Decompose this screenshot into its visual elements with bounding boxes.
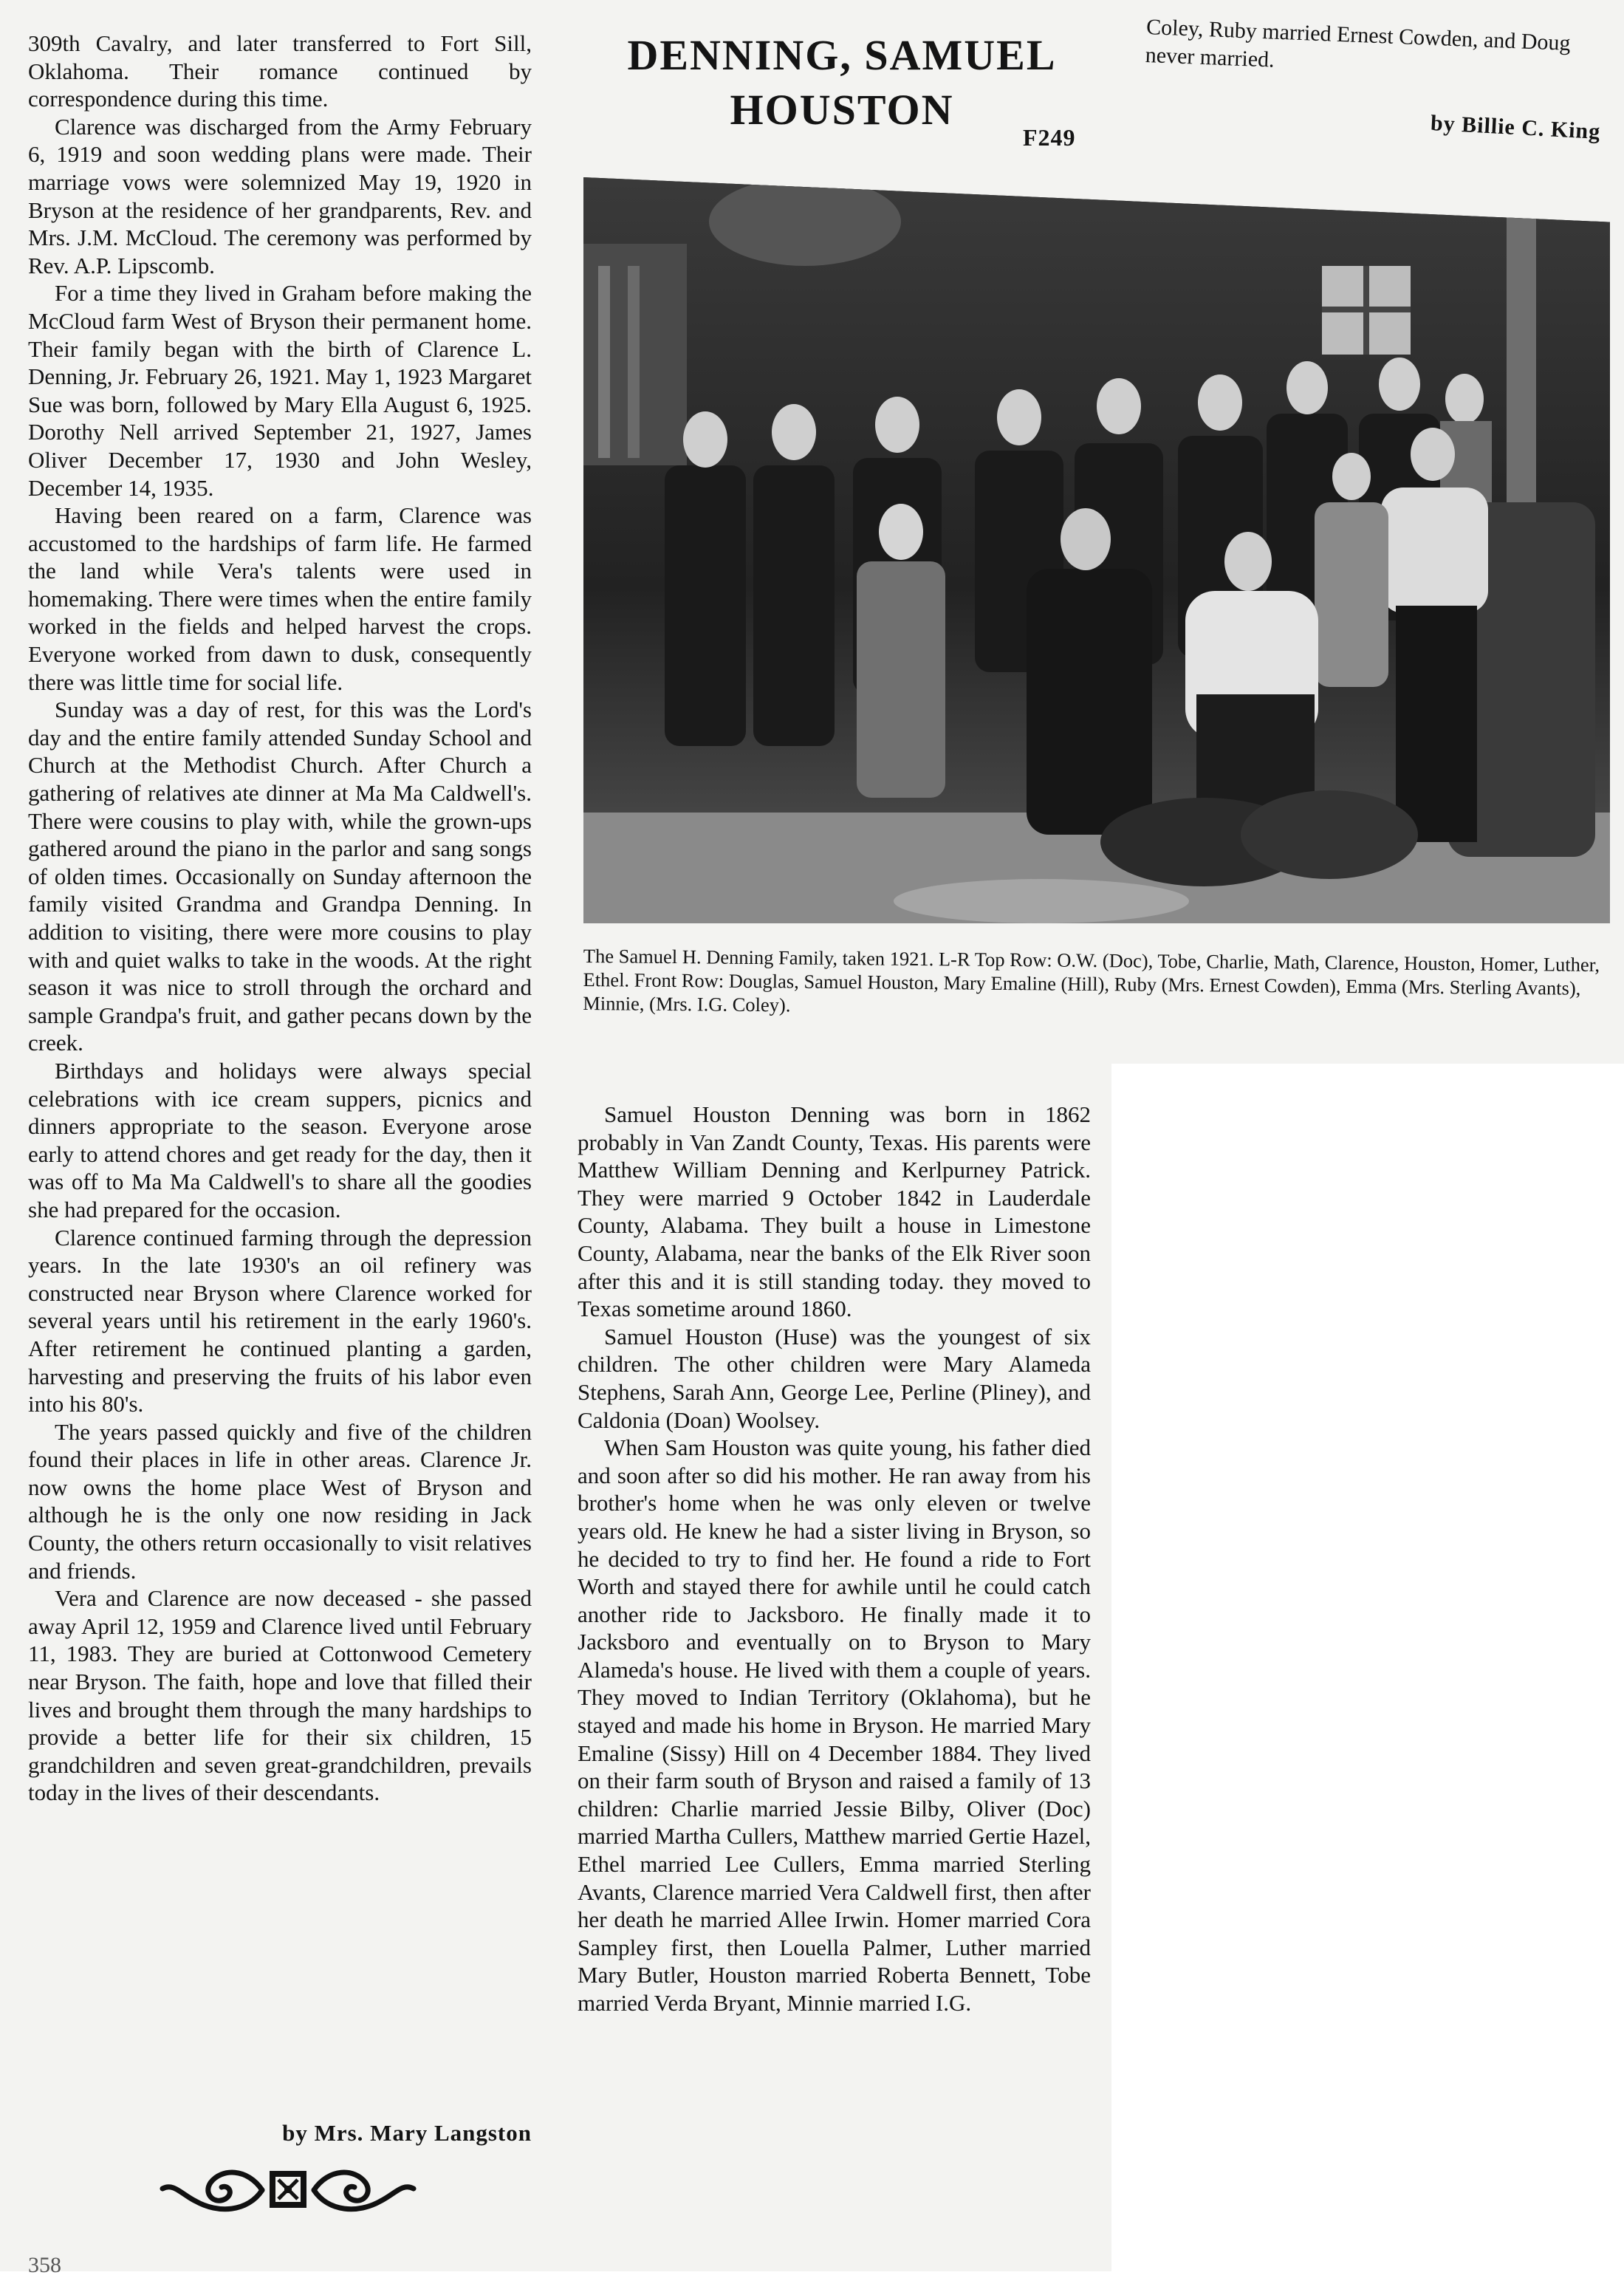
paragraph: Samuel Houston (Huse) was the youngest of six children. The other children were Mary Alameda Stephens, Sarah Ann, George Lee, Perline (Pliney), and Caldonia (Doan) Woolsey. <box>578 1323 1091 1433</box>
page-number: 358 <box>28 2253 61 2277</box>
family-photograph <box>583 177 1610 923</box>
continuation-text: Coley, Ruby married Ernest Cowden, and Doug never married. <box>1145 14 1572 72</box>
blank-area <box>1111 1064 1624 2271</box>
paragraph: The years passed quickly and five of the children found their places in life in other areas. Clarence Jr. now owns the home place West of Bryson and although he is the only one now residing in Jack County, the others return occasionally to visit relatives and friends. <box>28 1418 532 1584</box>
article-body-text <box>578 1101 1091 2017</box>
paragraph: Birthdays and holidays were always special celebrations with ice cream suppers, picnics and dinners appropriate to the season. Everyone arose early to attend chores and get ready for the day, then it was off to Ma Ma Caldwell's to share all the goodies she had prepared for the occasion. <box>28 1057 532 1222</box>
paragraph: Vera and Clarence are now deceased - she passed away April 12, 1959 and Clarence lived until February 11, 1983. They are buried at Cottonwood Cemetery near Bryson. The faith, hope and love that filled their lives and brought them through the many hardships to provide a better life for their six children, 15 grandchildren and seven great-grandchildren, prevails today in the lives of their descendants. <box>28 1585 532 1806</box>
article-code: F249 <box>1023 124 1076 151</box>
ornament-divider-icon <box>151 2161 425 2218</box>
paragraph: For a time they lived in Graham before making the McCloud farm West of Bryson their permanent home. Their family began with the birth of Clarence L. Denning, Jr. February 26, 1921. May 1, 1923 Margaret Sue was born, followed by Mary Ella August 6, 1925. Dorothy Nell arrived September 21, 1927, James Oliver December 17, 1930 and John Wesley, December 14, 1935. <box>28 280 532 501</box>
left-article-byline: by Mrs. Mary Langston <box>282 2120 532 2146</box>
paragraph: 309th Cavalry, and later transferred to Fort Sill, Oklahoma. Their romance continued by correspondence during this time. <box>28 30 532 112</box>
paragraph: Having been reared on a farm, Clarence was accustomed to the hardships of farm life. He farmed the land while Vera's talents were used in homemaking. There were times when the entire family worked in the fields and helped harvest the crops. Everyone worked from dawn to dusk, consequently there was little time for social life. <box>28 502 532 695</box>
left-column-text <box>28 30 532 1807</box>
paragraph: Samuel Houston Denning was born in 1862 probably in Van Zandt County, Texas. His parents were Matthew William Denning and Kerlpurney Patrick. They were married 9 October 1842 in Lauderdale County, Alabama. They built a house in Limestone County, Alabama, near the banks of the Elk River soon after this and it is still standing today. they moved to Texas sometime around 1860. <box>578 1101 1091 1322</box>
article-title: DENNING, SAMUEL HOUSTON <box>627 31 1057 134</box>
paragraph: Sunday was a day of rest, for this was the Lord's day and the entire family attended Sunday School and Church at the Methodist Church. After Church a gathering of relatives ate dinner at Ma Ma Caldwell's. There were cousins to play with, while the grown-ups gathered around the piano in the parlor and sang songs of olden times. Occasionally on Sunday afternoon the family visited Grandma and Grandpa Denning. In addition to visiting, there were more cousins to play with and quiet walks to take in the woods. At the right season it was nice to stroll through the orchard and sample Grandpa's fruit, and gather pecans down by the creek. <box>28 697 532 1056</box>
paragraph: Clarence was discharged from the Army February 6, 1919 and soon wedding plans were made. Their marriage vows were solemnized May 19, 1920 in Bryson at the residence of her grandparents, Rev. and Mrs. J.M. McCloud. The ceremony was performed by Rev. A.P. Lipscomb. <box>28 113 532 278</box>
paragraph: When Sam Houston was quite young, his father died and soon after so did his mother. He ran away from his brother's home when he was only eleven or twelve years old. He knew he had a sister living in Bryson, so he decided to try to find her. He found a ride to Fort Worth and stayed there for awhile until he could catch another ride to Jacksboro. He finally made it to Jacksboro and eventually on to Bryson to Mary Alameda's house. He lived with them a couple of years. They moved to Indian Territory (Oklahoma), but he stayed and made his home in Bryson. He married Mary Emaline (Sissy) Hill on 4 December 1884. They lived on their farm south of Bryson and raised a family of 13 children: Charlie married Jessie Bilby, Oliver (Doc) married Martha Cullers, Matthew married Gertie Hazel, Ethel married Lee Cullers, Emma married Sterling Avants, Clarence married Vera Caldwell first, then after her death he married Allee Irwin. Homer married Cora Sampley first, then Louella Palmer, Luther married Mary Butler, Houston married Roberta Bennett, Tobe married Verda Bryant, Minnie married I.G. <box>578 1434 1091 2016</box>
paragraph: Clarence continued farming through the depression years. In the late 1930's an oil refinery was constructed near Bryson where Clarence worked for several years until his retirement in the early 1960's. After retirement he continued planting a garden, harvesting and preserving the fruits of his labor even into his 80's. <box>28 1224 532 1417</box>
photo-caption: The Samuel H. Denning Family, taken 1921. L-R Top Row: O.W. (Doc), Tobe, Charlie, Math, Clarence, Houston, Homer, Luther, Ethel. Front Row: Douglas, Samuel Houston, Mary Emaline (Hill), Ruby (Mrs. Ernest Cowden), Emma (Mrs. Sterling Avants), Minnie, (Mrs. I.G. Coley). <box>583 945 1600 1016</box>
right-article-byline: by Billie C. King <box>1430 111 1602 145</box>
